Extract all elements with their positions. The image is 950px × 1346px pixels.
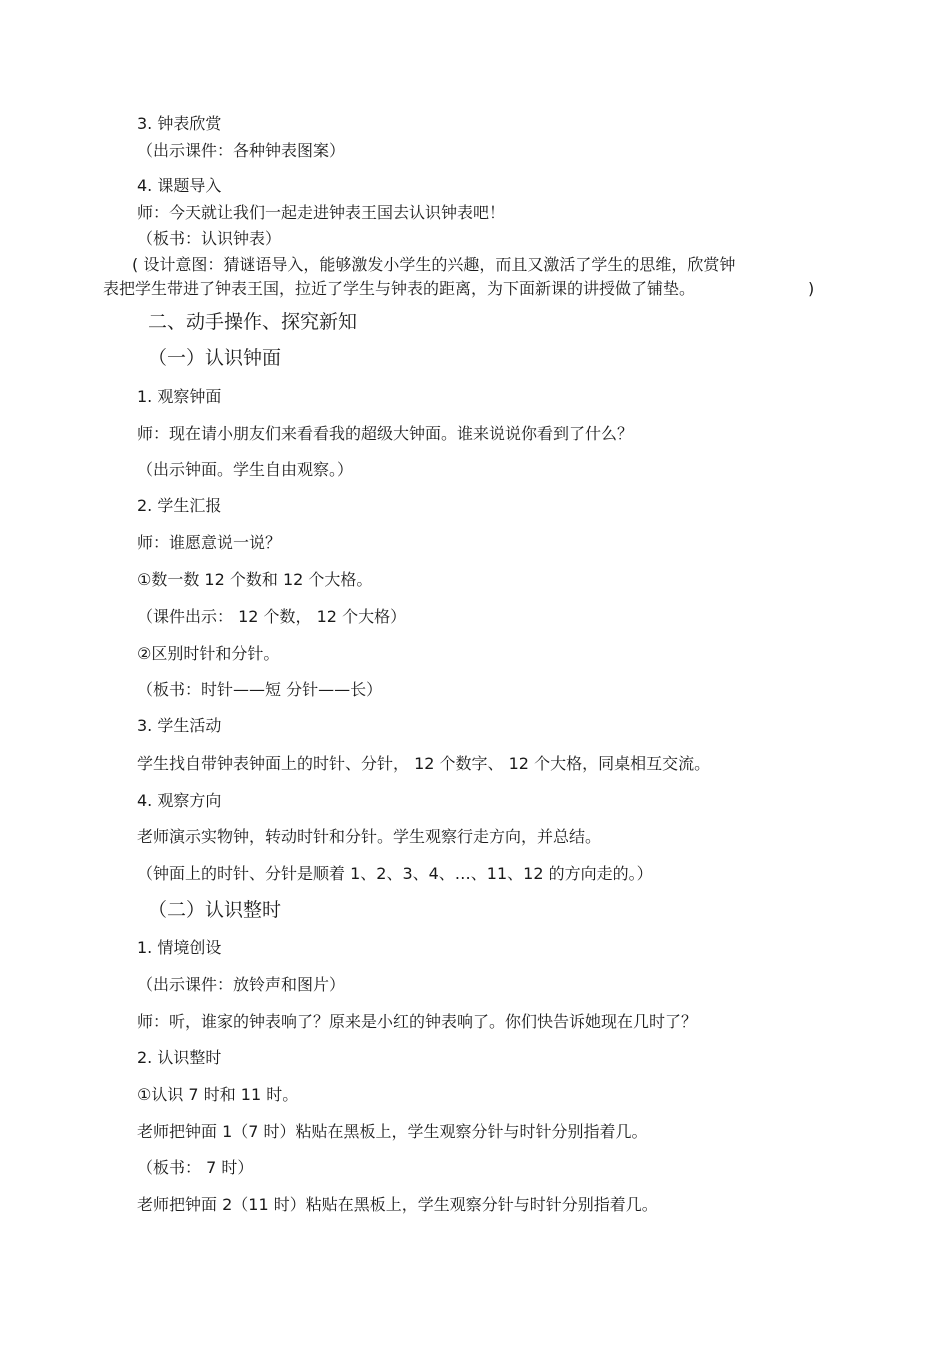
activity-description: 学生找自带钟表钟面上的时针、分针， 12 个数字、 12 个大格，同桌相互交流。 [137,754,711,773]
step-1-scenario: 1. 情境创设 [137,938,222,957]
design-intent-line-2: 表把学生带进了钟表王国，拉近了学生与钟表的距离，为下面新课的讲授做了铺垫。 [103,279,696,298]
subsection-heading-1: （一）认识钟面 [148,347,282,369]
teacher-clock-face-2: 老师把钟面 2（11 时）粘贴在黑板上，学生观察分针与时针分别指着几。 [137,1195,658,1214]
step-2-student-report: 2. 学生汇报 [137,496,222,515]
note-board-7: （板书： 7 时） [137,1158,254,1177]
step-1-observe-face: 1. 观察钟面 [137,387,222,406]
section-heading-2: 二、动手操作、探究新知 [148,311,358,333]
note-show-clock-face: （出示钟面。学生自由观察。） [137,460,354,479]
step-2-recognize-hour: 2. 认识整时 [137,1048,222,1067]
note-courseware-clocks: （出示课件：各种钟表图案） [137,141,346,160]
teacher-line-whose-clock: 师：听，谁家的钟表响了？原来是小红的钟表响了。你们快告诉她现在几时了？ [137,1012,698,1031]
step-3-student-activity: 3. 学生活动 [137,716,222,735]
teacher-demo-line: 老师演示实物钟，转动时针和分针。学生观察行走方向，并总结。 [137,827,602,846]
note-board-recognize-clock: （板书：认识钟表） [137,229,282,248]
note-direction-summary: （钟面上的时针、分针是顺着 1、2、3、4、…、11、12 的方向走的。） [137,864,653,883]
item-distinguish-hands: ②区别时针和分针。 [137,644,280,663]
teacher-line-big-clock: 师：现在请小朋友们来看看我的超级大钟面。谁来说说你看到了什么？ [137,424,634,443]
note-courseware-12: （课件出示： 12 个数， 12 个大格） [137,607,407,626]
teacher-clock-face-1: 老师把钟面 1（7 时）粘贴在黑板上，学生观察分针与时针分别指着几。 [137,1122,648,1141]
teacher-line-intro: 师：今天就让我们一起走进钟表王国去认识钟表吧！ [137,203,506,222]
heading-3-clock-appreciation: 3. 钟表欣赏 [137,114,222,133]
note-courseware-bell: （出示课件：放铃声和图片） [137,975,346,994]
teacher-line-who-willing: 师：谁愿意说一说？ [137,533,282,552]
design-intent-line-1: ( 设计意图：猜谜语导入，能够激发小学生的兴趣，而且又激活了学生的思维，欣赏钟 [132,255,736,274]
item-count-numbers: ①数一数 12 个数和 12 个大格。 [137,570,373,589]
heading-4-topic-intro: 4. 课题导入 [137,176,222,195]
step-4-observe-direction: 4. 观察方向 [137,791,222,810]
design-intent-close-paren: ) [808,279,815,298]
subsection-heading-2: （二）认识整时 [148,899,282,921]
item-recognize-7-11: ①认识 7 时和 11 时。 [137,1085,299,1104]
note-board-hands: （板书：时针——短 分针——长） [137,680,383,699]
